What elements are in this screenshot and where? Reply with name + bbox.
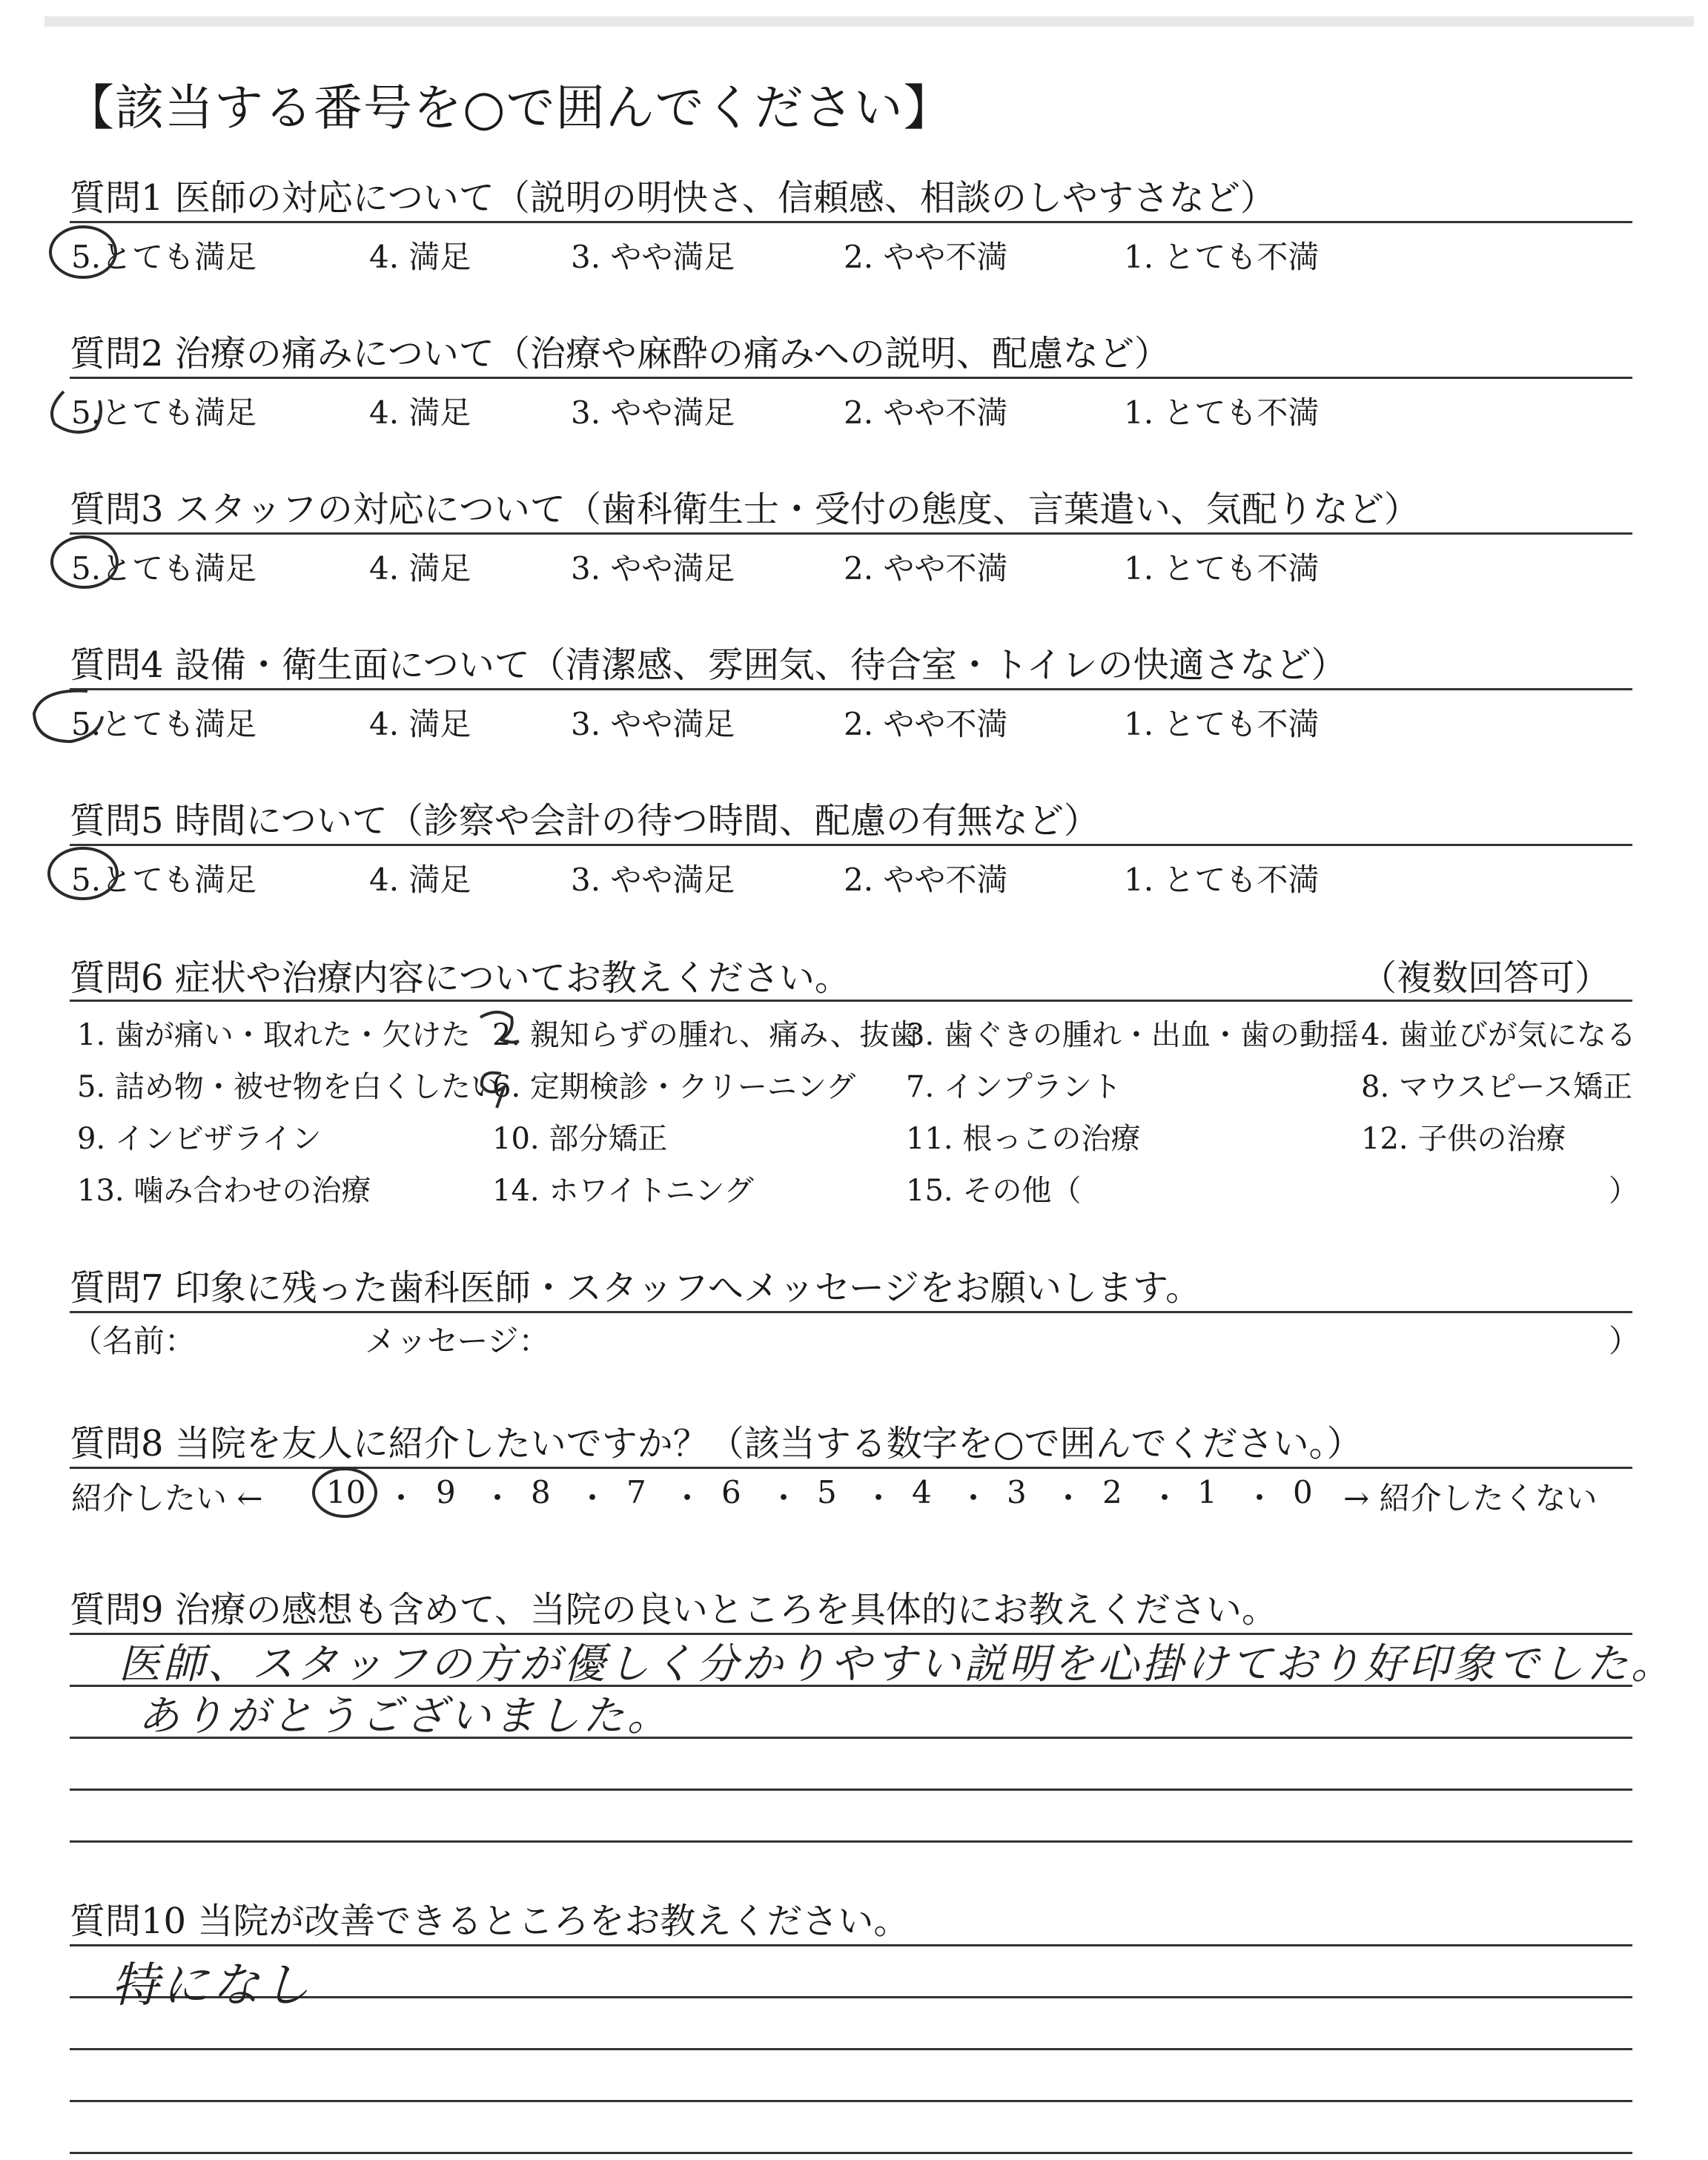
q8-left-label: 紹介したい ← bbox=[71, 1480, 263, 1516]
q6-note: （複数回答可） bbox=[1361, 957, 1611, 999]
q4-option-5[interactable]: 5.とても満足 bbox=[71, 706, 257, 742]
q2-option-2[interactable]: 2. やや不満 bbox=[844, 394, 1008, 431]
q8-scale-9[interactable]: 9 bbox=[436, 1474, 456, 1510]
q5-title: 質問5 時間について（診察や会計の待つ時間、配慮の有無など） bbox=[70, 800, 1099, 842]
q6-option-13[interactable]: 13. 噛み合わせの治療 bbox=[77, 1174, 371, 1208]
q2-rule bbox=[70, 377, 1632, 379]
q8-rule bbox=[70, 1467, 1632, 1469]
q3-option-5[interactable]: 5.とても満足 bbox=[71, 550, 257, 587]
q1-option-4[interactable]: 4. 満足 bbox=[369, 239, 471, 275]
q7-message-label: メッセージ： bbox=[365, 1323, 550, 1359]
q10-rule-2 bbox=[70, 2048, 1632, 2050]
q8-separator-dot: ・ bbox=[577, 1480, 609, 1516]
q6-option-14[interactable]: 14. ホワイトニング bbox=[492, 1174, 754, 1208]
q10-title: 質問10 当院が改善できるところをお教えください。 bbox=[70, 1900, 910, 1942]
q10-rule-4 bbox=[70, 2152, 1632, 2154]
q3-option-4[interactable]: 4. 満足 bbox=[369, 550, 471, 587]
q2-option-1[interactable]: 1. とても不満 bbox=[1124, 394, 1320, 431]
q6-option-2[interactable]: 2. 親知らずの腫れ、痛み、抜歯 bbox=[492, 1018, 919, 1052]
q2-option-5[interactable]: 5.とても満足 bbox=[71, 394, 257, 431]
q8-scale-1[interactable]: 1 bbox=[1197, 1474, 1217, 1510]
q6-option-6[interactable]: 6. 定期検診・クリーニング bbox=[492, 1070, 856, 1104]
q6-option-4[interactable]: 4. 歯並びが気になる bbox=[1361, 1018, 1636, 1052]
q8-separator-dot: ・ bbox=[768, 1480, 800, 1516]
q6-option-9[interactable]: 9. インビザライン bbox=[77, 1122, 322, 1156]
q6-option-8[interactable]: 8. マウスピース矯正 bbox=[1361, 1070, 1633, 1104]
q6-option-15[interactable]: 15. その他（ bbox=[906, 1174, 1082, 1208]
q5-option-3[interactable]: 3. やや満足 bbox=[571, 862, 735, 898]
q10-answer-line-1: 特になし bbox=[111, 1958, 313, 2013]
q7-rule bbox=[70, 1311, 1632, 1313]
q8-separator-dot: ・ bbox=[863, 1480, 895, 1516]
q5-option-2[interactable]: 2. やや不満 bbox=[844, 862, 1008, 898]
q1-option-2[interactable]: 2. やや不満 bbox=[844, 239, 1008, 275]
q1-rule bbox=[70, 221, 1632, 223]
q9-answer-line-2: ありがとうございました。 bbox=[138, 1692, 672, 1740]
q8-separator-dot: ・ bbox=[482, 1480, 514, 1516]
q4-option-1[interactable]: 1. とても不満 bbox=[1124, 706, 1320, 742]
q9-answer-line-1: 医師、スタッフの方が優しく分かりやすい説明を心掛けており好印象でした。 bbox=[119, 1640, 1675, 1688]
q8-separator-dot: ・ bbox=[1244, 1480, 1276, 1516]
q7-close-paren: ） bbox=[1609, 1323, 1641, 1359]
q2-option-3[interactable]: 3. やや満足 bbox=[571, 394, 735, 431]
q8-scale-6[interactable]: 6 bbox=[721, 1474, 741, 1510]
q10-rule-3 bbox=[70, 2100, 1632, 2102]
q4-option-2[interactable]: 2. やや不満 bbox=[844, 706, 1008, 742]
q6-option-5[interactable]: 5. 詰め物・被せ物を白くしたい bbox=[77, 1070, 500, 1104]
q2-option-4[interactable]: 4. 満足 bbox=[369, 394, 471, 431]
q8-separator-dot: ・ bbox=[1053, 1480, 1085, 1516]
q7-name-label: （名前： bbox=[71, 1323, 196, 1359]
q8-scale-4[interactable]: 4 bbox=[912, 1474, 932, 1510]
q3-title: 質問3 スタッフの対応について（歯科衛生士・受付の態度、言葉遣い、気配りなど） bbox=[70, 489, 1420, 530]
q2-title: 質問2 治療の痛みについて（治療や麻酔の痛みへの説明、配慮など） bbox=[70, 333, 1170, 374]
q4-option-3[interactable]: 3. やや満足 bbox=[571, 706, 735, 742]
q8-scale-10[interactable]: 10 bbox=[326, 1474, 366, 1510]
q8-scale-5[interactable]: 5 bbox=[817, 1474, 837, 1510]
q6-option-1[interactable]: 1. 歯が痛い・取れた・欠けた bbox=[77, 1018, 471, 1052]
q8-separator-dot: ・ bbox=[385, 1480, 417, 1516]
q6-option-12[interactable]: 12. 子供の治療 bbox=[1361, 1122, 1566, 1156]
q6-option-3[interactable]: 3. 歯ぐきの腫れ・出血・歯の動揺 bbox=[906, 1018, 1359, 1052]
q6-option-10[interactable]: 10. 部分矯正 bbox=[492, 1122, 668, 1156]
q4-option-4[interactable]: 4. 満足 bbox=[369, 706, 471, 742]
q5-option-4[interactable]: 4. 満足 bbox=[369, 862, 471, 898]
q8-title: 質問8 当院を友人に紹介したいですか？（該当する数字を○で囲んでください。） bbox=[70, 1423, 1363, 1464]
q5-option-1[interactable]: 1. とても不満 bbox=[1124, 862, 1320, 898]
q8-scale-8[interactable]: 8 bbox=[531, 1474, 551, 1510]
q7-title: 質問7 印象に残った歯科医師・スタッフへメッセージをお願いします。 bbox=[70, 1267, 1202, 1309]
q10-rule-0 bbox=[70, 1944, 1632, 1946]
q8-scale-3[interactable]: 3 bbox=[1007, 1474, 1027, 1510]
q9-rule-3 bbox=[70, 1789, 1632, 1791]
q5-rule bbox=[70, 844, 1632, 846]
q6-rule bbox=[70, 1000, 1632, 1002]
q9-rule-4 bbox=[70, 1840, 1632, 1843]
q4-rule bbox=[70, 688, 1632, 690]
q8-separator-dot: ・ bbox=[672, 1480, 704, 1516]
q6-option-11[interactable]: 11. 根っこの治療 bbox=[906, 1122, 1141, 1156]
q8-separator-dot: ・ bbox=[958, 1480, 990, 1516]
scan-edge-band bbox=[44, 16, 1694, 27]
q4-title: 質問4 設備・衛生面について（清潔感、雰囲気、待合室・トイレの快適さなど） bbox=[70, 644, 1347, 686]
q1-option-1[interactable]: 1. とても不満 bbox=[1124, 239, 1320, 275]
q8-scale-7[interactable]: 7 bbox=[626, 1474, 646, 1510]
q3-option-3[interactable]: 3. やや満足 bbox=[571, 550, 735, 587]
q8-right-label: → 紹介したくない bbox=[1343, 1480, 1598, 1516]
q9-title: 質問9 治療の感想も含めて、当院の良いところを具体的にお教えください。 bbox=[70, 1589, 1277, 1631]
q8-scale-2[interactable]: 2 bbox=[1102, 1474, 1122, 1510]
q3-option-1[interactable]: 1. とても不満 bbox=[1124, 550, 1320, 587]
page-header: 【該当する番号を○で囲んでください】 bbox=[65, 79, 953, 136]
q8-separator-dot: ・ bbox=[1149, 1480, 1181, 1516]
q1-option-5[interactable]: 5.とても満足 bbox=[71, 239, 257, 275]
q5-option-5[interactable]: 5.とても満足 bbox=[71, 862, 257, 898]
q6-other-close-paren: ） bbox=[1609, 1174, 1638, 1208]
q3-rule bbox=[70, 532, 1632, 535]
q3-option-2[interactable]: 2. やや不満 bbox=[844, 550, 1008, 587]
q8-scale-0[interactable]: 0 bbox=[1293, 1474, 1313, 1510]
q1-title: 質問1 医師の対応について（説明の明快さ、信頼感、相談のしやすさなど） bbox=[70, 177, 1276, 219]
q6-option-7[interactable]: 7. インプラント bbox=[906, 1070, 1122, 1104]
q1-option-3[interactable]: 3. やや満足 bbox=[571, 239, 735, 275]
q6-title: 質問6 症状や治療内容についてお教えください。 bbox=[70, 957, 850, 999]
